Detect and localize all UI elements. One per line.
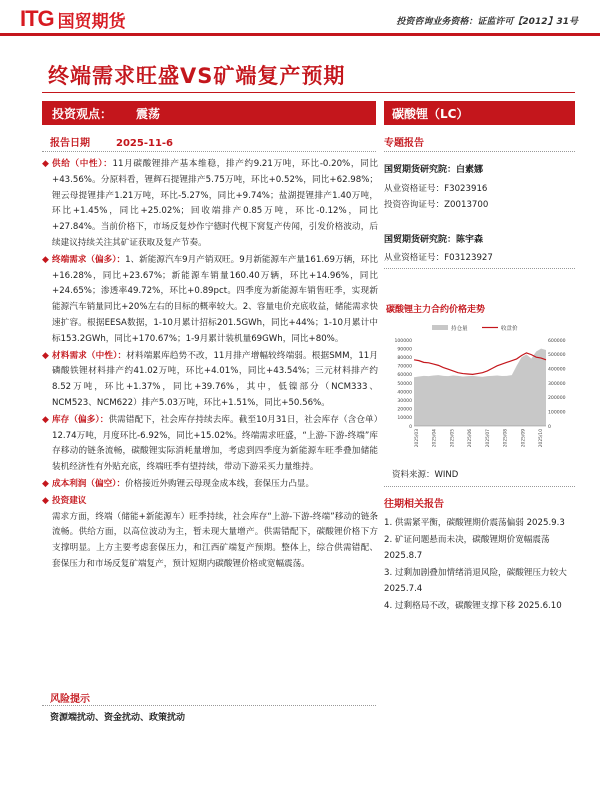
diamond-bullet-icon: ◆ [42,350,49,361]
left-axis-tick: 30000 [397,399,412,404]
risk-text: 资源端扰动、资金扰动、政策扰动 [50,713,186,723]
related-report-item[interactable]: 2. 矿证问题悬而未决，碳酸锂期价宽幅震荡 2025.8.7 [384,534,550,561]
x-axis-tick: 2025/06 [468,429,474,448]
x-axis-tick: 2025/07 [485,429,491,448]
x-axis-tick: 2025/10 [539,429,544,448]
date-value: 2025-11-6 [116,138,174,149]
section-head: 材料需求（中性）： [52,350,127,361]
right-axis-tick: 400000 [548,367,566,373]
diamond-bullet-icon: ◆ [42,414,49,425]
left-axis-tick: 20000 [397,407,412,413]
analyst-name: 国贸期货研究院：白素娜 [384,165,484,175]
left-axis-tick: 10000 [397,416,412,422]
analyst-cert: 投资咨询证号：Z0013700 [384,200,489,210]
section-head: 供给（中性）： [52,159,113,169]
section-investment-advice [42,494,378,573]
left-axis-tick: 90000 [397,347,412,353]
analyst-name: 国贸期货研究院：陈宇森 [384,235,484,245]
right-axis-tick: 200000 [548,396,566,402]
left-axis-tick: 0 [409,424,412,430]
section-head: 库存（偏多）： [52,414,109,425]
special-report-heading: 专题报告 [384,138,424,149]
legend-swatch-open-interest [432,325,448,330]
related-reports-heading: 往期相关报告 [384,499,444,510]
section-cost-profit [42,477,378,493]
title-rule [42,92,575,93]
x-axis-tick: 2025/09 [521,429,527,448]
risk-heading: 风险提示 [50,694,90,705]
date-separator [42,151,376,152]
left-axis-tick: 40000 [397,390,412,396]
related-report-item[interactable]: 1. 供需紧平衡，碳酸锂期价震荡偏弱 2025.9.3 [384,518,565,528]
open-interest-area [414,349,546,426]
related-reports-list [384,515,574,614]
header-rule [0,33,600,36]
logo-itg-text: ITG [20,6,54,31]
x-axis-tick: 2025/05 [450,429,456,448]
section-body: 11月碳酸锂排产基本维稳，排产约9.21万吨，环比-0.20%，同比+43.56%。分原料看，锂辉石提锂排产5.75万吨，环比+0.52%，同比+62.98%；锂云母提锂排产1.21万吨，环比-5.27%，同比+9.74%；盐湖提锂排产1.40万吨，环比+1.45%，同比+25.02%；回收端排产0.85万吨，环比-0.12%，同比+27.84%。当前价格下，市场反复炒作宁德时代枧下窝复产传闻，引发价格波动，后续建议持续关注其矿证获取及复产节奏。 [52,159,378,248]
diamond-bullet-icon: ◆ [42,159,49,169]
related-report-item[interactable]: 4. 过剩格局不改，碳酸锂支撑下移 2025.6.10 [384,600,562,611]
view-value: 震荡 [136,106,161,121]
section-head: 成本利润（偏空）： [52,478,126,489]
report-title: 终端需求旺盛VS矿端复产预期 [48,64,346,88]
sidebar-rule [384,486,575,487]
section-body: 需求方面，终端（储能+新能源车）旺季持续，社会库存“上游-下游-终端”移动的链条流畅。供给方面，以高位波动为主，暂未现大量增产。供需错配下，碳酸锂价格下方支撑明显。上方主要考虑套保压力，和江西矿端复产预期。整体上，综合供需错配、套保压力和市场反复矿端复产，预计短期内碳酸锂价格或宽幅震荡。 [52,511,378,569]
product-bar: 碳酸锂（LC） [384,101,575,125]
sidebar-rule [384,151,575,152]
right-axis-tick: 600000 [548,338,566,344]
right-axis-tick: 300000 [548,381,566,387]
section-body: 供需错配下，社会库存持续去库。截至10月31日，社会库存（含仓单）12.74万吨，月度环比-6.92%，同比+15.02%。终端需求旺盛，“上游-下游-终端”库存移动的链条流畅，碳酸锂实际消耗量增加，考虑到四季度为新能源车旺季叠加储能装机经济性有外贴充底，终端旺季有望持续，带动下游采买力量维持。 [52,414,379,473]
section-body: 1、新能源汽车9月产销双旺。9月新能源车产量161.69万辆，环比+16.28%，同比+23.67%；新能源车销量160.40万辆，环比+14.96%，同比+24.65%；渗透率49.72%，环比+0.89pct。四季度为新能源车销售旺季，实现新能源汽车销量同比+20%左右的目标的概率较大。2、容量电价充底收益，储能需求快速扩容。根据EESA数据，1-10月累计招标201.5GWh，同比+44%；1-10月累计中标153.2GWh，同比+170.67%；1-9月累计装机量69GWh，同比+80%。 [52,254,378,344]
logo-cn-text: 国贸期货 [57,11,126,32]
section-body: 价格接近外购锂云母现金成本线，套保压力凸显。 [125,478,315,489]
section-head: 投资建议 [52,495,87,506]
section-head: 终端需求（偏多）： [52,254,126,265]
section-supply [42,157,378,252]
price-chart [386,318,576,458]
left-axis-tick: 80000 [397,356,412,361]
date-label: 报告日期 [50,138,90,149]
company-logo [20,6,126,32]
section-material-demand [42,349,379,412]
diamond-bullet-icon: ◆ [42,254,49,265]
related-report-item[interactable]: 3. 过剩加剧叠加情绪消退风险，碳酸锂压力较大 2025.7.4 [384,567,567,594]
analyst-cert: 从业资格证号：F03123927 [384,253,493,263]
x-axis-tick: 2025/03 [415,429,420,448]
report-date [50,134,173,149]
left-axis-tick: 50000 [397,381,412,387]
investment-view-bar [42,101,376,125]
chart-title: 碳酸锂主力合约价格走势 [386,305,486,315]
right-axis-tick: 100000 [548,410,566,416]
diamond-bullet-icon: ◆ [42,478,49,489]
legend-label: 持仓量 [451,326,468,332]
license-text: 投资咨询业务资格：证监许可【2012】31号 [396,17,578,27]
section-body: 材料端累库趋势不改，11月排产增幅较终端弱。根据SMM，11月磷酸铁锂材料排产约41.02万吨，环比+4.01%，同比+43.54%；三元材料排产约8.52万吨，环比+1.37%，同比+39.76%，其中，低镍部分（NCM333、NCM523、NCM622）排产5.03万吨，环比+1.51%，同比+50.56%。 [52,350,379,408]
diamond-bullet-icon: ◆ [42,495,49,506]
x-axis-tick: 2025/04 [432,429,438,448]
main-content [42,157,379,573]
x-axis-tick: 2025/08 [503,429,509,448]
chart-source: 资料来源：WIND [392,470,459,480]
section-terminal-demand [42,253,378,348]
view-label: 投资观点： [52,106,113,121]
left-axis-tick: 100000 [394,338,412,344]
section-inventory [42,413,379,476]
right-axis-tick: 0 [548,424,551,430]
analyst-cert: 从业资格证号：F3023916 [384,184,488,194]
sidebar-rule [384,268,575,269]
left-axis-tick: 60000 [397,373,412,379]
left-axis-tick: 70000 [397,364,412,370]
risk-rule [42,705,376,706]
right-axis-tick: 500000 [548,353,566,359]
legend-label: 收盘价 [501,326,518,332]
